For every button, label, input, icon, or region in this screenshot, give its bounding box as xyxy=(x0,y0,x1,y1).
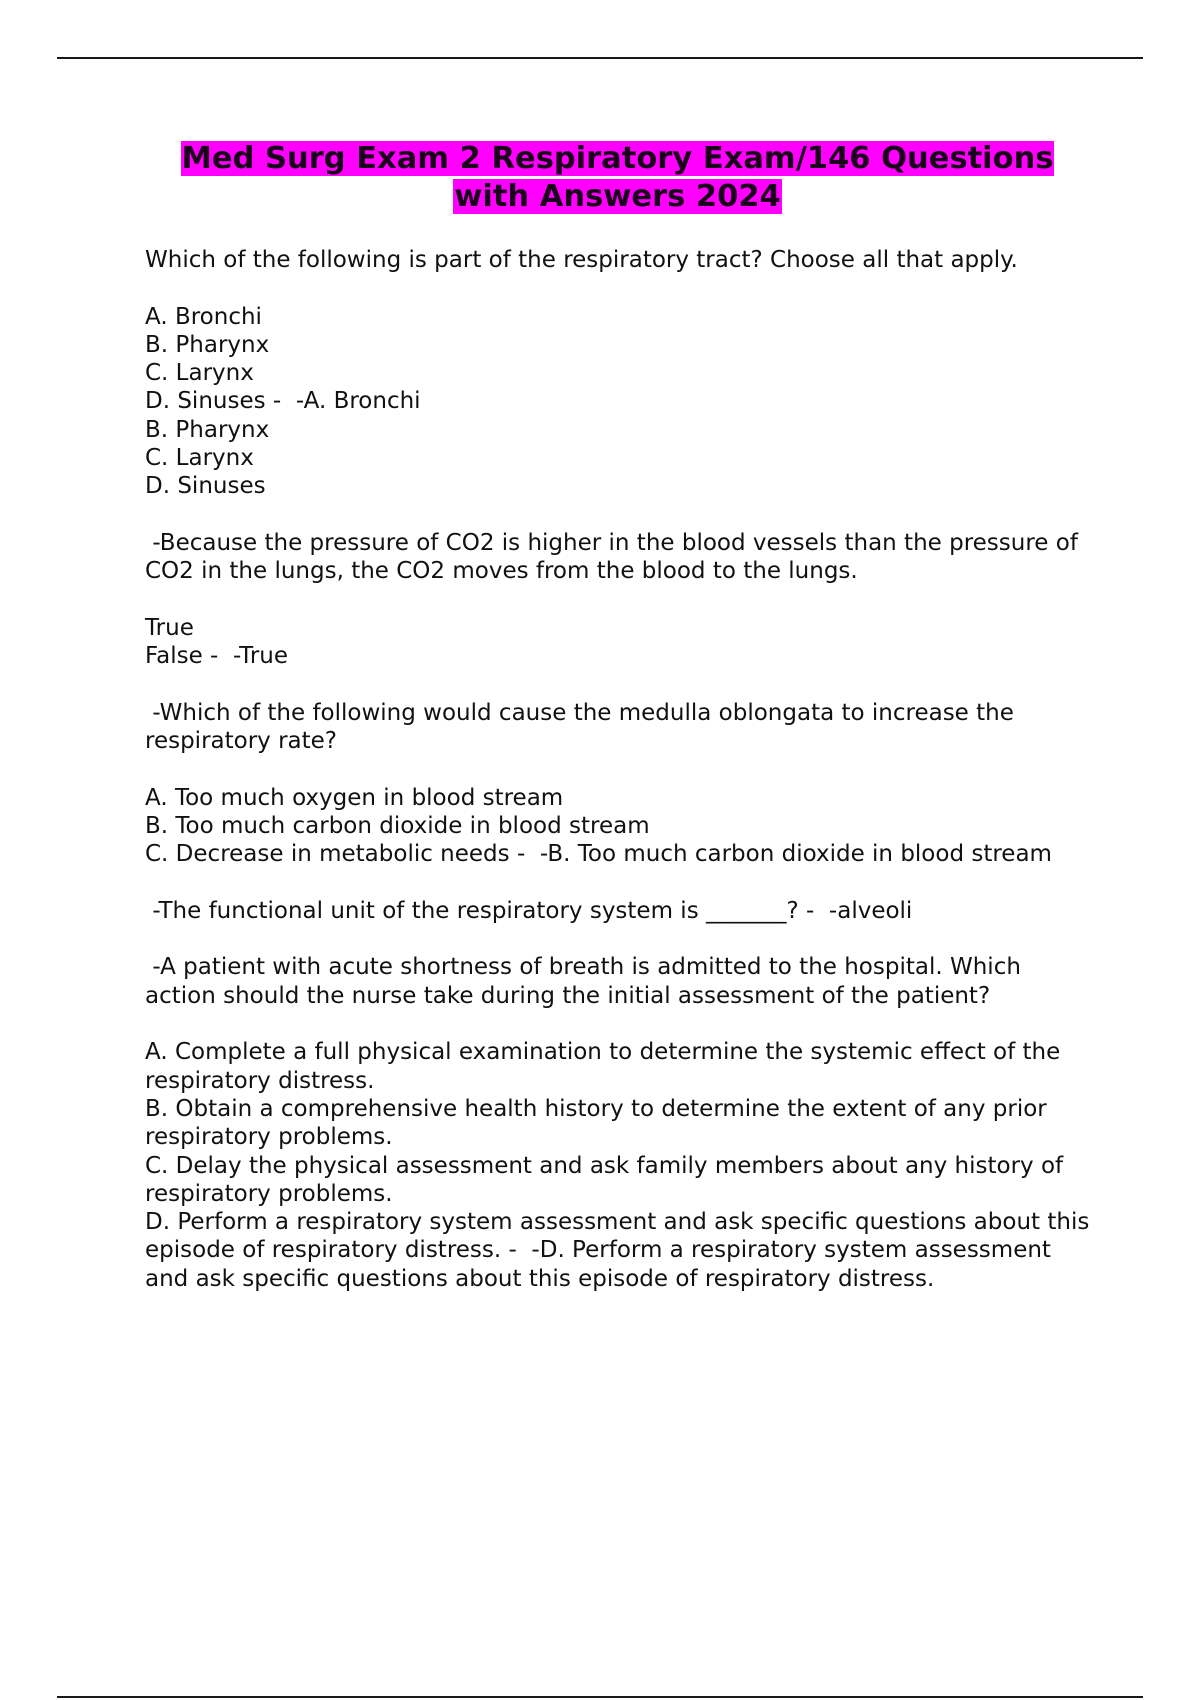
option-line: C. Larynx xyxy=(145,445,254,472)
option-line: D. Perform a respiratory system assessment and ask specific questions about this episode of respiratory distress. - -D. Perform a respiratory system assessment and ask specific questions about this episode of respiratory distress. xyxy=(145,1209,1097,1292)
option-line: D. Sinuses - -A. Bronchi xyxy=(145,388,421,415)
option-line: D. Sinuses xyxy=(145,473,266,500)
question-5-options xyxy=(145,1038,1097,1293)
question-2-options xyxy=(145,614,1090,671)
option-line: B. Obtain a comprehensive health history to determine the extent of any prior respiratory problems. xyxy=(145,1095,1055,1151)
option-line: True xyxy=(145,614,194,641)
bottom-rule xyxy=(57,1696,1143,1698)
text-line: -Because the pressure of CO2 is higher in the blood vessels than the pressure of CO2 in the lungs, the CO2 moves from the blood to the lungs. xyxy=(145,529,1086,585)
option-line: B. Pharynx xyxy=(145,331,270,358)
option-line: A. Too much oxygen in blood stream xyxy=(145,784,564,811)
text-line: -Which of the following would cause the medulla oblongata to increase the respiratory rate? xyxy=(145,699,1022,755)
top-rule xyxy=(57,57,1143,59)
question-3-options xyxy=(145,784,1090,869)
question-3-stem xyxy=(145,699,1090,756)
option-line: False - -True xyxy=(145,643,289,670)
option-line: C. Delay the physical assessment and ask family members about any history of respiratory problems. xyxy=(145,1152,1071,1207)
document-body xyxy=(145,140,1097,1321)
question-4 xyxy=(145,897,1090,925)
option-line: C. Decrease in metabolic needs - -B. Too much carbon dioxide in blood stream xyxy=(145,841,1052,868)
document-title xyxy=(145,140,1090,216)
question-1-options xyxy=(145,303,1090,501)
title-highlight: Med Surg Exam 2 Respiratory Exam/146 Questions with Answers 2024 xyxy=(181,141,1054,214)
question-5-stem xyxy=(145,953,1090,1010)
option-line: B. Too much carbon dioxide in blood stream xyxy=(145,812,650,839)
option-line: B. Pharynx xyxy=(145,416,270,443)
option-line: A. Bronchi xyxy=(145,303,262,330)
text-line: -A patient with acute shortness of breath is admitted to the hospital. Which action should the nurse take during the initial assessment of the patient? xyxy=(145,954,1029,1009)
option-line: A. Complete a full physical examination to determine the systemic effect of the respiratory distress. xyxy=(145,1039,1068,1094)
question-1-stem xyxy=(145,246,1090,274)
text-line: -The functional unit of the respiratory system is _______? - -alveoli xyxy=(145,897,913,924)
text-line: Which of the following is part of the respiratory tract? Choose all that apply. xyxy=(145,247,1018,273)
option-line: C. Larynx xyxy=(145,360,254,387)
question-2-stem xyxy=(145,529,1090,586)
